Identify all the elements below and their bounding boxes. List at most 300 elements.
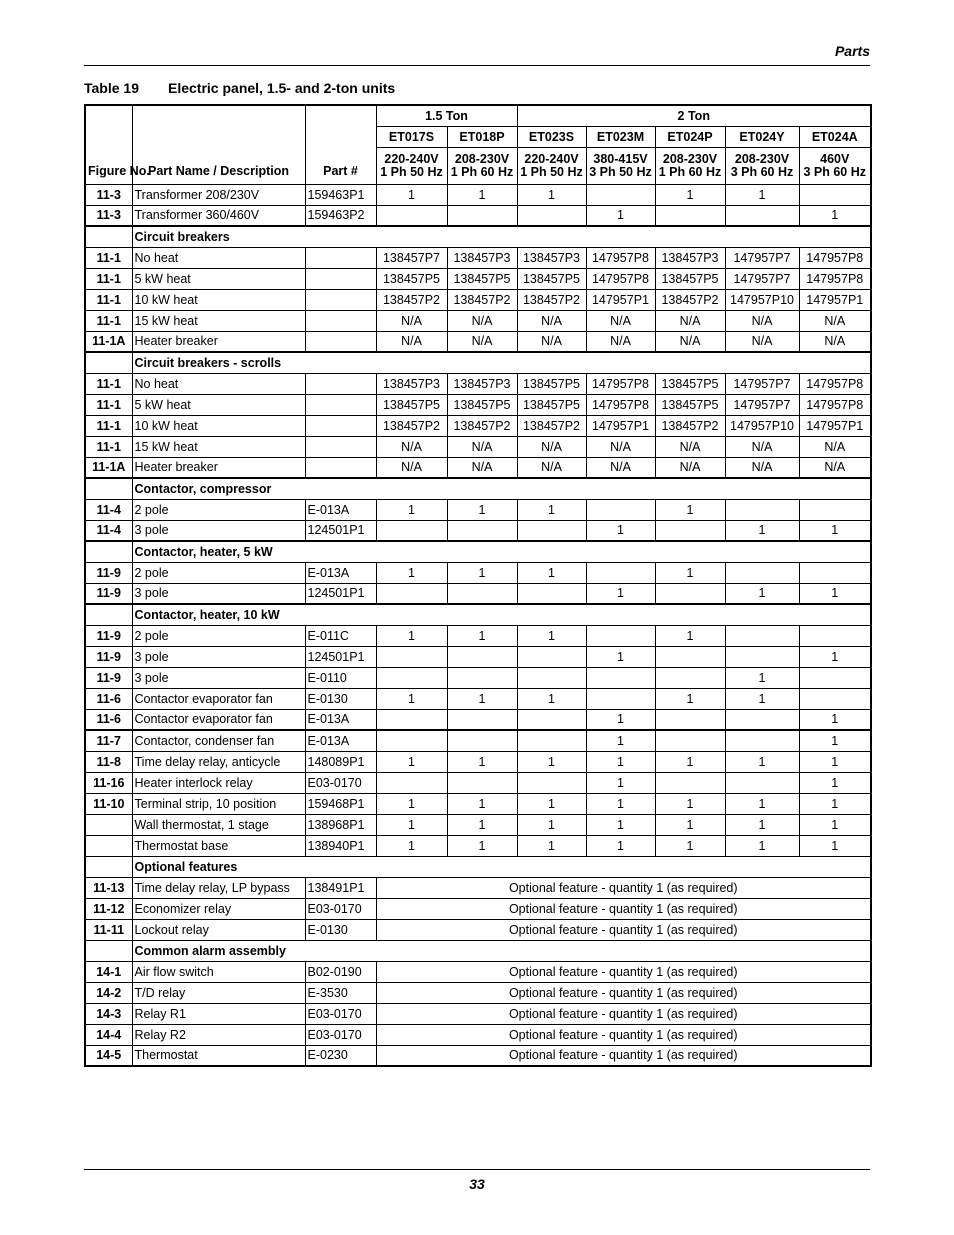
part-number: E03-0170 — [305, 1024, 376, 1045]
part-description: 5 kW heat — [132, 268, 305, 289]
voltage-value: 380-415V — [593, 151, 648, 166]
section-title: Circuit breakers - scrolls — [132, 352, 871, 373]
quantity-cell — [799, 184, 871, 205]
voltage-value: 208-230V — [662, 151, 718, 166]
part-number — [305, 415, 376, 436]
part-number — [305, 310, 376, 331]
figure-number: 11-11 — [85, 919, 132, 940]
part-number: E-013A — [305, 499, 376, 520]
voltage-header — [655, 147, 725, 184]
quantity-cell: 1 — [517, 751, 586, 772]
optional-feature-note: Optional feature - quantity 1 (as required) — [376, 919, 871, 940]
quantity-cell: 1 — [376, 688, 447, 709]
section-header: Parts — [834, 43, 870, 59]
part-number: E03-0170 — [305, 898, 376, 919]
part-description: 15 kW heat — [132, 310, 305, 331]
figure-number: 11-8 — [85, 751, 132, 772]
optional-feature-note: Optional feature - quantity 1 (as required) — [376, 1003, 871, 1024]
quantity-cell: 1 — [799, 205, 871, 226]
quantity-cell — [655, 205, 725, 226]
quantity-cell — [586, 625, 655, 646]
optional-feature-note: Optional feature - quantity 1 (as required) — [376, 898, 871, 919]
part-description: Heater interlock relay — [132, 772, 305, 793]
footer-rule — [84, 1169, 870, 1170]
quantity-cell — [376, 709, 447, 730]
quantity-cell — [586, 184, 655, 205]
quantity-cell: 1 — [517, 814, 586, 835]
table-number: Table 19 — [84, 80, 139, 96]
figure-number: 14-5 — [85, 1045, 132, 1066]
quantity-cell: 1 — [517, 793, 586, 814]
quantity-cell: 1 — [799, 814, 871, 835]
quantity-cell: 147957P1 — [586, 289, 655, 310]
quantity-cell — [376, 730, 447, 751]
quantity-cell: 1 — [655, 562, 725, 583]
part-description: Relay R2 — [132, 1024, 305, 1045]
quantity-cell: 138457P5 — [655, 373, 725, 394]
quantity-cell — [447, 520, 517, 541]
voltage-header — [447, 147, 517, 184]
phase-frequency: 3 Ph 60 Hz — [730, 164, 794, 179]
quantity-cell: N/A — [517, 310, 586, 331]
part-number: E-3530 — [305, 982, 376, 1003]
table-row — [85, 646, 871, 667]
part-number: E03-0170 — [305, 772, 376, 793]
quantity-cell: N/A — [447, 310, 517, 331]
table-row — [85, 814, 871, 835]
quantity-cell — [517, 646, 586, 667]
quantity-cell: 1 — [376, 751, 447, 772]
quantity-cell: N/A — [799, 310, 871, 331]
figure-number: 11-1 — [85, 415, 132, 436]
phase-frequency: 1 Ph 50 Hz — [520, 164, 583, 179]
quantity-cell: 1 — [655, 835, 725, 856]
quantity-cell: N/A — [725, 436, 799, 457]
quantity-cell — [447, 667, 517, 688]
optional-feature-note: Optional feature - quantity 1 (as required) — [376, 982, 871, 1003]
quantity-cell: 1 — [376, 562, 447, 583]
quantity-cell — [517, 205, 586, 226]
part-description: Time delay relay, anticycle — [132, 751, 305, 772]
quantity-cell — [725, 205, 799, 226]
quantity-cell — [376, 205, 447, 226]
quantity-cell — [799, 562, 871, 583]
quantity-cell — [517, 772, 586, 793]
table-row — [85, 457, 871, 478]
section-row — [85, 940, 871, 961]
table-row — [85, 961, 871, 982]
header-rule — [84, 65, 870, 66]
part-description: Relay R1 — [132, 1003, 305, 1024]
quantity-cell: 1 — [586, 646, 655, 667]
table-row — [85, 877, 871, 898]
part-description: Heater breaker — [132, 331, 305, 352]
table-row — [85, 625, 871, 646]
part-description: 3 pole — [132, 646, 305, 667]
quantity-cell — [376, 667, 447, 688]
quantity-cell: 1 — [799, 646, 871, 667]
table-row — [85, 415, 871, 436]
quantity-cell: 1 — [586, 751, 655, 772]
quantity-cell: N/A — [586, 310, 655, 331]
quantity-cell: 1 — [376, 814, 447, 835]
quantity-cell: 1 — [799, 793, 871, 814]
table-row — [85, 289, 871, 310]
quantity-cell: 1 — [517, 688, 586, 709]
quantity-cell — [725, 730, 799, 751]
quantity-cell — [799, 625, 871, 646]
quantity-cell: 138457P5 — [447, 268, 517, 289]
quantity-cell — [799, 667, 871, 688]
quantity-cell: 138457P3 — [517, 247, 586, 268]
table-row — [85, 247, 871, 268]
phase-frequency: 1 Ph 60 Hz — [658, 164, 722, 179]
quantity-cell: 138457P2 — [655, 415, 725, 436]
section-figure-cell — [85, 226, 132, 247]
part-description: Air flow switch — [132, 961, 305, 982]
table-title — [84, 80, 395, 96]
quantity-cell — [586, 688, 655, 709]
quantity-cell — [655, 667, 725, 688]
quantity-cell: 1 — [725, 688, 799, 709]
part-number: E-0230 — [305, 1045, 376, 1066]
quantity-cell: 1 — [517, 625, 586, 646]
quantity-cell: N/A — [586, 331, 655, 352]
quantity-cell — [517, 667, 586, 688]
table-row — [85, 709, 871, 730]
quantity-cell: N/A — [447, 436, 517, 457]
part-description: Thermostat base — [132, 835, 305, 856]
part-number: 159463P2 — [305, 205, 376, 226]
quantity-cell — [447, 772, 517, 793]
part-number — [305, 331, 376, 352]
part-description: 3 pole — [132, 583, 305, 604]
quantity-cell: 1 — [447, 751, 517, 772]
section-title: Contactor, heater, 5 kW — [132, 541, 871, 562]
quantity-cell — [799, 499, 871, 520]
part-number — [305, 289, 376, 310]
figure-number — [85, 814, 132, 835]
quantity-cell: 147957P7 — [725, 247, 799, 268]
quantity-cell: 1 — [447, 499, 517, 520]
quantity-cell: N/A — [725, 310, 799, 331]
section-row — [85, 604, 871, 625]
quantity-cell: 138457P5 — [447, 394, 517, 415]
quantity-cell: 1 — [655, 688, 725, 709]
table-header — [85, 105, 871, 184]
part-description: 3 pole — [132, 667, 305, 688]
quantity-cell — [655, 709, 725, 730]
quantity-cell — [586, 667, 655, 688]
model-header: ET017S — [376, 126, 447, 147]
figure-number: 11-3 — [85, 184, 132, 205]
quantity-cell — [725, 772, 799, 793]
part-number: 138940P1 — [305, 835, 376, 856]
figure-number: 11-16 — [85, 772, 132, 793]
quantity-cell: N/A — [655, 436, 725, 457]
parts-table — [84, 104, 872, 1067]
quantity-cell: 1 — [725, 751, 799, 772]
part-description: 2 pole — [132, 562, 305, 583]
voltage-value: 220-240V — [524, 151, 579, 166]
quantity-cell: 1 — [586, 772, 655, 793]
quantity-cell: 1 — [655, 499, 725, 520]
model-header: ET023M — [586, 126, 655, 147]
section-figure-cell — [85, 856, 132, 877]
voltage-value: 208-230V — [454, 151, 510, 166]
quantity-cell: 1 — [447, 625, 517, 646]
table-row — [85, 667, 871, 688]
quantity-cell: 1 — [799, 751, 871, 772]
table-row — [85, 499, 871, 520]
quantity-cell: 1 — [799, 520, 871, 541]
quantity-cell: 1 — [725, 814, 799, 835]
table-row — [85, 751, 871, 772]
quantity-cell: 1 — [586, 205, 655, 226]
quantity-cell — [799, 688, 871, 709]
optional-feature-note: Optional feature - quantity 1 (as required) — [376, 877, 871, 898]
figure-number: 11-9 — [85, 625, 132, 646]
quantity-cell: 1 — [655, 625, 725, 646]
quantity-cell — [447, 709, 517, 730]
figure-number: 11-7 — [85, 730, 132, 751]
quantity-cell — [517, 520, 586, 541]
quantity-cell: 1 — [586, 520, 655, 541]
part-description: 5 kW heat — [132, 394, 305, 415]
quantity-cell: 138457P3 — [447, 247, 517, 268]
quantity-cell: 138457P2 — [517, 289, 586, 310]
quantity-cell — [447, 205, 517, 226]
figure-number: 11-4 — [85, 520, 132, 541]
quantity-cell: 138457P2 — [655, 289, 725, 310]
part-description: 10 kW heat — [132, 415, 305, 436]
section-figure-cell — [85, 478, 132, 499]
quantity-cell: N/A — [586, 436, 655, 457]
quantity-cell — [517, 730, 586, 751]
section-title: Contactor, heater, 10 kW — [132, 604, 871, 625]
quantity-cell: 138457P5 — [655, 394, 725, 415]
section-row — [85, 226, 871, 247]
table-row — [85, 982, 871, 1003]
table-row — [85, 268, 871, 289]
quantity-cell — [447, 583, 517, 604]
part-description: 10 kW heat — [132, 289, 305, 310]
figure-number: 11-3 — [85, 205, 132, 226]
quantity-cell: 1 — [586, 814, 655, 835]
part-number-header: Part # — [305, 105, 376, 184]
quantity-cell: 138457P2 — [376, 415, 447, 436]
quantity-cell — [376, 646, 447, 667]
quantity-cell: 1 — [586, 793, 655, 814]
optional-feature-note: Optional feature - quantity 1 (as required) — [376, 1045, 871, 1066]
part-number: E-013A — [305, 730, 376, 751]
quantity-cell — [725, 646, 799, 667]
section-row — [85, 541, 871, 562]
section-row — [85, 478, 871, 499]
quantity-cell — [376, 583, 447, 604]
quantity-cell: 138457P2 — [447, 415, 517, 436]
figure-header: Figure No. — [85, 105, 132, 184]
figure-number: 11-1 — [85, 436, 132, 457]
quantity-cell — [586, 499, 655, 520]
quantity-cell: 147957P7 — [725, 394, 799, 415]
table-row — [85, 1024, 871, 1045]
voltage-value: 460V — [820, 151, 850, 166]
quantity-cell: 1 — [799, 709, 871, 730]
figure-number: 11-13 — [85, 877, 132, 898]
figure-number: 11-1 — [85, 247, 132, 268]
table-row — [85, 331, 871, 352]
figure-number: 11-6 — [85, 688, 132, 709]
table-row — [85, 583, 871, 604]
quantity-cell: 1 — [447, 184, 517, 205]
quantity-cell: N/A — [655, 331, 725, 352]
quantity-cell: 1 — [799, 772, 871, 793]
quantity-cell: N/A — [376, 310, 447, 331]
part-number: E-0130 — [305, 919, 376, 940]
table-row — [85, 919, 871, 940]
part-number: 124501P1 — [305, 646, 376, 667]
quantity-cell: 138457P5 — [517, 394, 586, 415]
part-description: No heat — [132, 373, 305, 394]
figure-number: 11-9 — [85, 646, 132, 667]
section-figure-cell — [85, 940, 132, 961]
quantity-cell: 1 — [586, 709, 655, 730]
quantity-cell: N/A — [799, 457, 871, 478]
model-header: ET024A — [799, 126, 871, 147]
quantity-cell — [655, 772, 725, 793]
quantity-cell: 1 — [586, 583, 655, 604]
table-row — [85, 562, 871, 583]
quantity-cell: 1 — [447, 793, 517, 814]
phase-frequency: 1 Ph 50 Hz — [380, 164, 443, 179]
figure-number: 11-4 — [85, 499, 132, 520]
figure-number: 14-2 — [85, 982, 132, 1003]
table-row — [85, 835, 871, 856]
group-header-2-ton: 2 Ton — [517, 105, 871, 126]
model-header: ET024P — [655, 126, 725, 147]
figure-number — [85, 835, 132, 856]
quantity-cell: 1 — [655, 793, 725, 814]
part-number — [305, 373, 376, 394]
quantity-cell: 1 — [376, 499, 447, 520]
table-row — [85, 520, 871, 541]
section-row — [85, 352, 871, 373]
group-header-1-5-ton: 1.5 Ton — [376, 105, 517, 126]
voltage-header — [376, 147, 447, 184]
quantity-cell: 138457P5 — [376, 394, 447, 415]
part-description: Contactor evaporator fan — [132, 688, 305, 709]
part-number: E03-0170 — [305, 1003, 376, 1024]
part-number: E-013A — [305, 709, 376, 730]
figure-number: 11-1 — [85, 289, 132, 310]
figure-number: 14-3 — [85, 1003, 132, 1024]
quantity-cell: 147957P7 — [725, 373, 799, 394]
table-row — [85, 373, 871, 394]
quantity-cell: 1 — [725, 793, 799, 814]
quantity-cell: 1 — [799, 835, 871, 856]
quantity-cell — [447, 646, 517, 667]
part-number: 124501P1 — [305, 583, 376, 604]
table-row — [85, 1045, 871, 1066]
quantity-cell — [655, 646, 725, 667]
quantity-cell: 138457P3 — [447, 373, 517, 394]
quantity-cell: 1 — [517, 184, 586, 205]
part-description: Contactor evaporator fan — [132, 709, 305, 730]
section-title: Circuit breakers — [132, 226, 871, 247]
quantity-cell — [376, 520, 447, 541]
quantity-cell: 138457P5 — [517, 373, 586, 394]
quantity-cell: 1 — [517, 835, 586, 856]
quantity-cell: 138457P3 — [655, 247, 725, 268]
quantity-cell: 1 — [447, 562, 517, 583]
quantity-cell: N/A — [655, 457, 725, 478]
section-figure-cell — [85, 352, 132, 373]
quantity-cell: 138457P5 — [517, 268, 586, 289]
quantity-cell: 1 — [586, 835, 655, 856]
figure-number: 11-1 — [85, 394, 132, 415]
phase-frequency: 3 Ph 60 Hz — [803, 164, 867, 179]
quantity-cell: 1 — [447, 835, 517, 856]
quantity-cell: 147957P8 — [586, 247, 655, 268]
part-description: Time delay relay, LP bypass — [132, 877, 305, 898]
voltage-value: 208-230V — [734, 151, 790, 166]
quantity-cell — [517, 583, 586, 604]
figure-number: 11-1 — [85, 268, 132, 289]
table-row — [85, 730, 871, 751]
quantity-cell: N/A — [517, 457, 586, 478]
part-description: 2 pole — [132, 499, 305, 520]
voltage-header — [517, 147, 586, 184]
quantity-cell: 147957P8 — [799, 268, 871, 289]
part-description: Economizer relay — [132, 898, 305, 919]
quantity-cell: 147957P7 — [725, 268, 799, 289]
quantity-cell: 147957P8 — [799, 247, 871, 268]
quantity-cell: 138457P7 — [376, 247, 447, 268]
model-header: ET018P — [447, 126, 517, 147]
page-number: 33 — [469, 1176, 485, 1192]
quantity-cell — [655, 730, 725, 751]
quantity-cell: N/A — [725, 331, 799, 352]
model-header: ET023S — [517, 126, 586, 147]
part-number: E-0130 — [305, 688, 376, 709]
part-number: 159468P1 — [305, 793, 376, 814]
part-description: Heater breaker — [132, 457, 305, 478]
part-description: 2 pole — [132, 625, 305, 646]
optional-feature-note: Optional feature - quantity 1 (as required) — [376, 1024, 871, 1045]
section-figure-cell — [85, 541, 132, 562]
table-row — [85, 310, 871, 331]
table-row — [85, 772, 871, 793]
part-number: E-0110 — [305, 667, 376, 688]
part-number — [305, 436, 376, 457]
figure-number: 11-12 — [85, 898, 132, 919]
part-name-header: Part Name / Description — [132, 105, 305, 184]
quantity-cell: N/A — [799, 436, 871, 457]
part-number: 148089P1 — [305, 751, 376, 772]
part-description: T/D relay — [132, 982, 305, 1003]
figure-number: 11-9 — [85, 667, 132, 688]
quantity-cell: 1 — [655, 814, 725, 835]
figure-number: 11-1 — [85, 310, 132, 331]
figure-number: 11-6 — [85, 709, 132, 730]
quantity-cell: 1 — [725, 583, 799, 604]
voltage-header — [586, 147, 655, 184]
quantity-cell: 1 — [517, 562, 586, 583]
section-figure-cell — [85, 604, 132, 625]
part-number — [305, 268, 376, 289]
quantity-cell: 147957P8 — [586, 268, 655, 289]
